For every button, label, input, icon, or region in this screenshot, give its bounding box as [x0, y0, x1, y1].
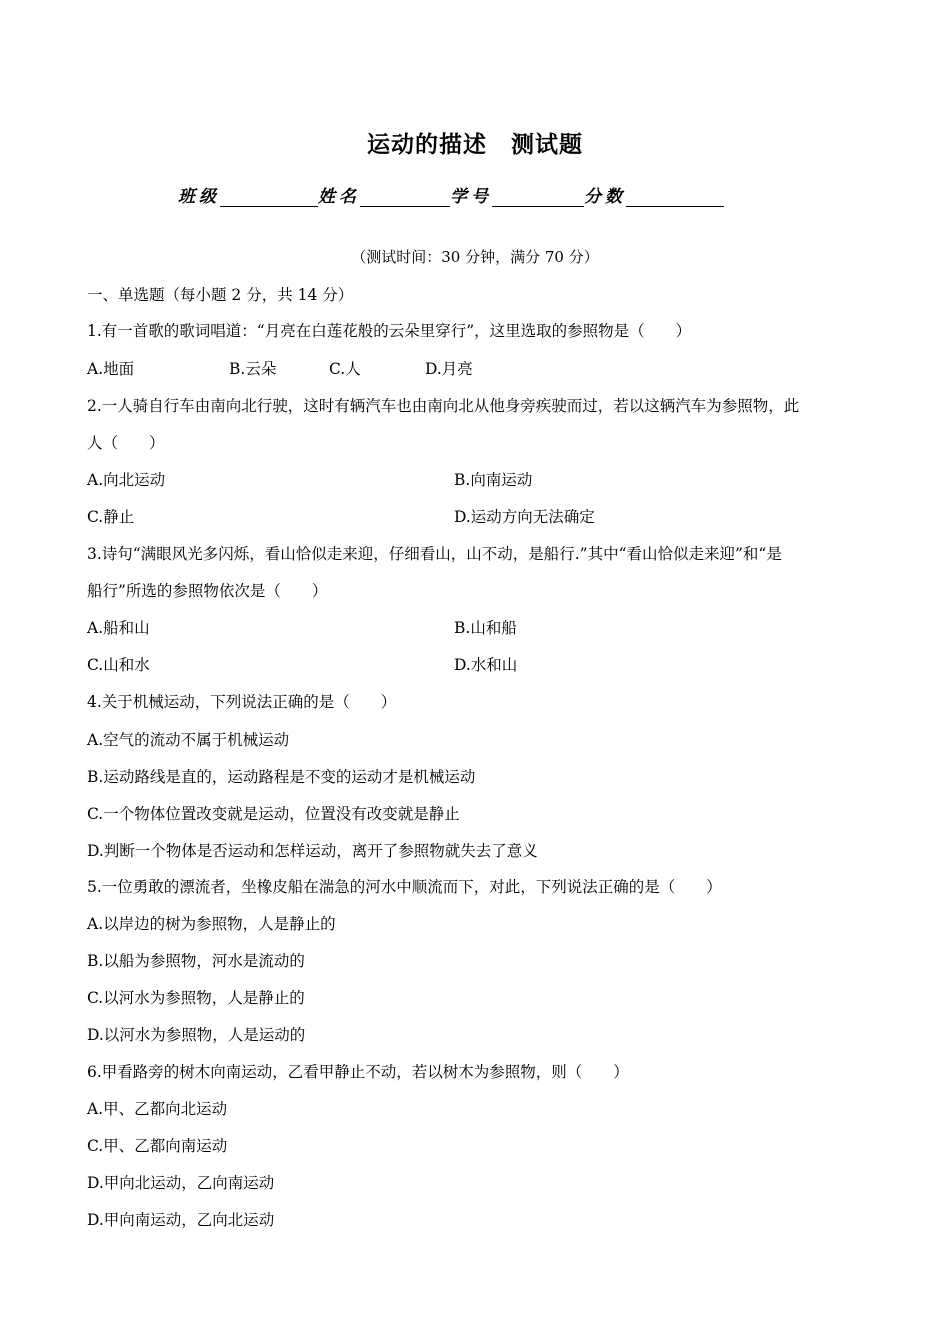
class-blank[interactable] [220, 184, 318, 207]
q4-option-d: D.判断一个物体是否运动和怎样运动，离开了参照物就失去了意义 [87, 842, 538, 860]
q2-option-d: D.运动方向无法确定 [454, 508, 595, 526]
q3-option-d: D.水和山 [454, 656, 518, 674]
question-1-stem: 1.有一首歌的歌词唱道：“月亮在白莲花般的云朵里穿行”，这里选取的参照物是（ ） [87, 322, 692, 340]
score-label: 分数 [584, 187, 626, 207]
time-note: （测试时间：30 分钟，满分 70 分） [351, 248, 599, 266]
q5-option-c: C.以河水为参照物，人是静止的 [87, 989, 305, 1007]
question-3-stem-line1: 3.诗句“满眼风光多闪烁，看山恰似走来迎，仔细看山，山不动，是船行.”其中“看山恰似走来迎”和“是 [87, 545, 782, 563]
question-4-stem: 4.关于机械运动，下列说法正确的是（ ） [87, 693, 397, 711]
section-heading: 一、单选题（每小题 2 分，共 14 分） [87, 286, 354, 304]
q2-option-a: A.向北运动 [87, 471, 166, 489]
q4-option-c: C.一个物体位置改变就是运动，位置没有改变就是静止 [87, 805, 460, 823]
q3-option-c: C.山和水 [87, 656, 150, 674]
q5-option-a: A.以岸边的树为参照物，人是静止的 [87, 915, 336, 933]
q2-option-b: B.向南运动 [454, 471, 533, 489]
q4-option-b: B.运动路线是直的，运动路程是不变的运动才是机械运动 [87, 768, 476, 786]
name-blank[interactable] [360, 184, 450, 207]
q6-option-2: C.甲、乙都向南运动 [87, 1137, 228, 1155]
q1-option-b: B.云朵 [229, 360, 277, 378]
q1-option-d: D.月亮 [425, 360, 473, 378]
question-2-stem-line1: 2.一人骑自行车由南向北行驶，这时有辆汽车也由南向北从他身旁疾驶而过，若以这辆汽车为参照物，此 [87, 397, 800, 415]
class-label: 班级 [178, 187, 220, 207]
q4-option-a: A.空气的流动不属于机械运动 [87, 731, 290, 749]
q5-option-d: D.以河水为参照物，人是运动的 [87, 1026, 306, 1044]
question-6-stem: 6.甲看路旁的树木向南运动，乙看甲静止不动，若以树木为参照物，则（ ） [87, 1063, 629, 1081]
q6-option-3: D.甲向北运动，乙向南运动 [87, 1174, 275, 1192]
page-title: 运动的描述 测试题 [367, 131, 583, 158]
id-label: 学号 [450, 187, 492, 207]
q2-option-c: C.静止 [87, 508, 135, 526]
student-info-row [178, 182, 724, 207]
name-label: 姓名 [318, 187, 360, 207]
q1-option-a: A.地面 [87, 360, 135, 378]
question-3-stem-line2: 船行”所选的参照物依次是（ ） [87, 582, 328, 600]
id-blank[interactable] [492, 184, 584, 207]
q3-option-b: B.山和船 [454, 619, 517, 637]
question-2-stem-line2: 人（ ） [87, 434, 165, 452]
question-5-stem: 5.一位勇敢的漂流者，坐橡皮船在湍急的河水中顺流而下，对此，下列说法正确的是（ ） [87, 878, 722, 896]
score-blank[interactable] [626, 184, 724, 207]
q5-option-b: B.以船为参照物，河水是流动的 [87, 952, 305, 970]
q6-option-4: D.甲向南运动，乙向北运动 [87, 1211, 275, 1229]
q1-option-c: C.人 [329, 360, 361, 378]
q6-option-1: A.甲、乙都向北运动 [87, 1100, 228, 1118]
q3-option-a: A.船和山 [87, 619, 150, 637]
